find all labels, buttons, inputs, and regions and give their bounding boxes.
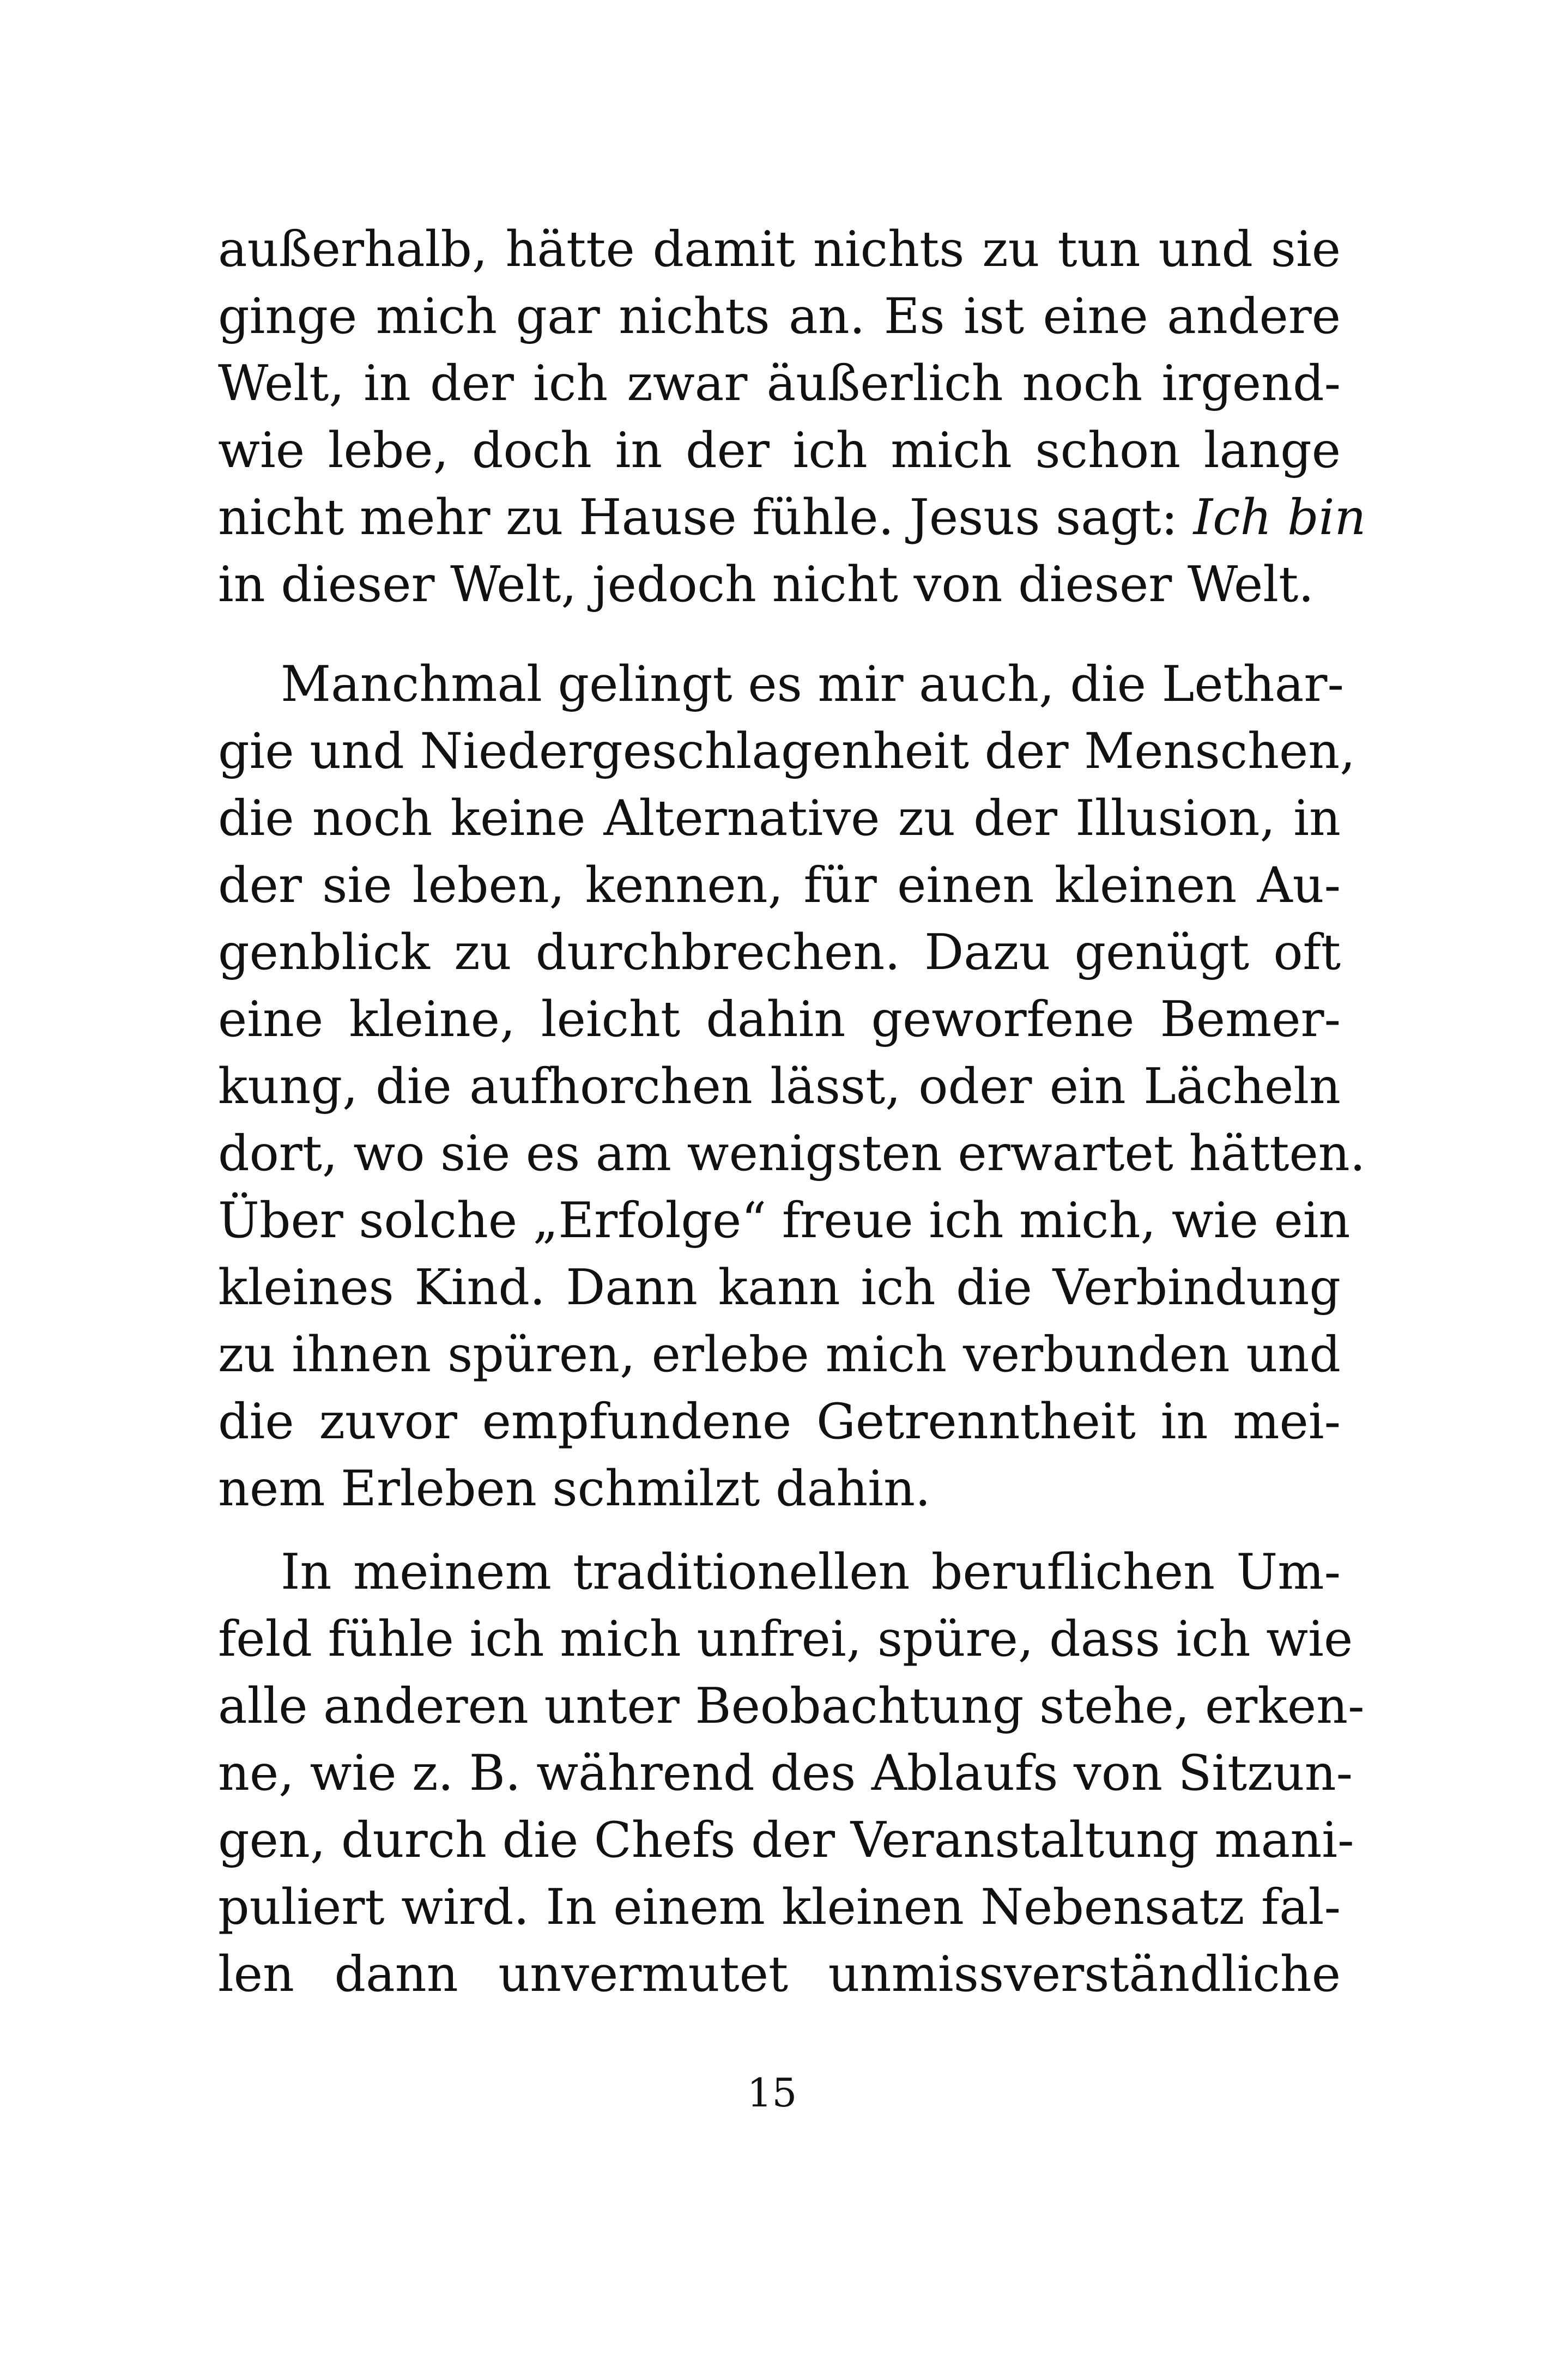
- text-line: ne, wie z. B. während des Ablaufs von Sitzun-: [218, 1745, 1353, 1802]
- text-line: eine kleine, leicht dahin geworfene Bemer-: [218, 991, 1341, 1048]
- text-line: genblick zu durchbrechen. Dazu genügt oft: [218, 924, 1341, 981]
- text-line: kung, die aufhorchen lässt, oder ein Lächeln: [218, 1058, 1341, 1115]
- text-line: wie lebe, doch in der ich mich schon lange: [218, 422, 1341, 479]
- text-line: ginge mich gar nichts an. Es ist eine andere: [218, 288, 1341, 345]
- text-line: dort, wo sie es am wenigsten erwartet hätten.: [218, 1125, 1366, 1182]
- text-line: kleines Kind. Dann kann ich die Verbindung: [218, 1259, 1341, 1316]
- text-line: die noch keine Alternative zu der Illusion, in: [218, 790, 1341, 847]
- text-line: außerhalb, hätte damit nichts zu tun und sie: [218, 221, 1341, 278]
- text-line: gen, durch die Chefs der Veranstaltung mani-: [218, 1812, 1354, 1869]
- text-line: feld fühle ich mich unfrei, spüre, dass ich wie: [218, 1610, 1353, 1668]
- text-line: der sie leben, kennen, für einen kleinen Au-: [218, 857, 1341, 914]
- text-line: alle anderen unter Beobachtung stehe, erken-: [218, 1677, 1365, 1735]
- text-line: In meinem traditionellen beruflichen Um-: [281, 1543, 1341, 1601]
- text-line: zu ihnen spüren, erlebe mich verbunden und: [218, 1326, 1341, 1383]
- text-line: Manchmal gelingt es mir auch, die Lethar-: [281, 656, 1344, 713]
- text-line: gie und Niedergeschlagenheit der Menschen,: [218, 723, 1355, 780]
- italic-quote-line: in dieser Welt, jedoch nicht von dieser Welt.: [218, 556, 1314, 613]
- paragraph-2: [218, 651, 1366, 1522]
- text-line: Über solche „Erfolge“ freue ich mich, wie ein: [218, 1192, 1351, 1249]
- text-run: nicht mehr zu Hause fühle. Jesus sagt:: [218, 489, 1178, 546]
- text-line: die zuvor empfundene Getrenntheit in mei-: [218, 1393, 1341, 1450]
- paragraph-3: [218, 1539, 1365, 2008]
- paragraph-1: [218, 216, 1366, 618]
- page-number: 15: [747, 2070, 797, 2116]
- text-line: Welt, in der ich zwar äußerlich noch irgend-: [218, 355, 1341, 412]
- text-line: puliert wird. In einem kleinen Nebensatz fal-: [218, 1879, 1341, 1936]
- italic-quote: Ich bin: [1193, 489, 1366, 546]
- text-line-with-quote: [218, 484, 1366, 551]
- text-line: nem Erleben schmilzt dahin.: [218, 1460, 931, 1517]
- text-line: len dann unvermutet unmissverständliche: [218, 1946, 1341, 2003]
